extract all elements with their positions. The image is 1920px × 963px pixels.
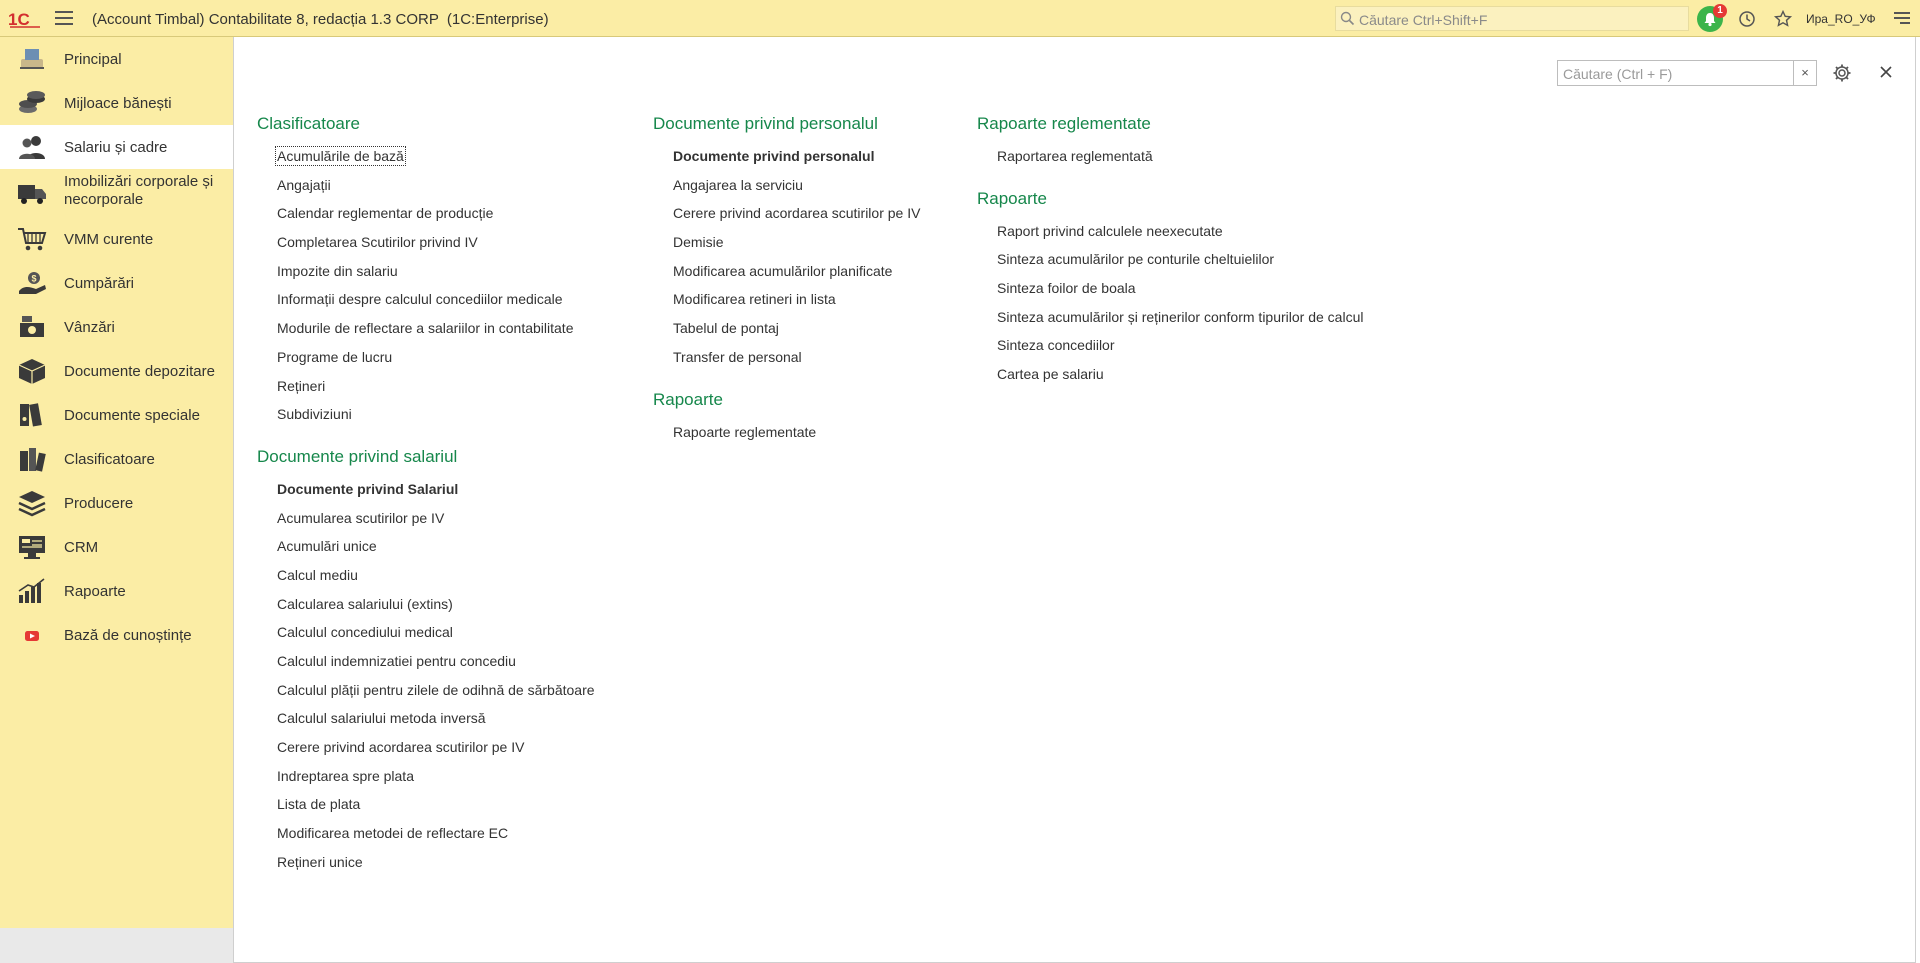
sidebar [0,37,233,928]
sidebar-item-label: Producere [64,495,134,512]
link-item[interactable]: Completarea Scutirilor privind IV [277,234,478,251]
home-icon [16,45,48,73]
link-item[interactable]: Transfer de personal [673,348,802,365]
sidebar-item-label: Mijloace bănești [64,95,172,112]
link-item[interactable]: Angajații [277,176,331,193]
svg-text:1C: 1C [8,10,30,29]
section-title: Rapoarte reglementate [977,114,1151,133]
link-item-bold[interactable]: Documente privind Salariul [277,480,459,497]
sidebar-footer [0,928,233,963]
section-title: Rapoarte [653,389,723,409]
sidebar-item-depozitare[interactable] [0,349,233,393]
link-item[interactable]: Cerere privind acordarea scutirilor pe IV [673,205,921,222]
link-item[interactable]: Informații despre calculul concediilor medicale [277,291,563,308]
link-item[interactable]: Calculul plății pentru zilele de odihnă de sărbătoare [277,681,595,698]
sidebar-item-label: Documente depozitare [64,363,215,380]
svg-text:$: $ [31,273,37,284]
link-item[interactable]: Modificarea metodei de reflectare EC [277,825,509,842]
coins-icon [16,89,48,117]
link-item-bold[interactable]: Documente privind personalul [673,148,875,164]
sidebar-item-cumparari[interactable] [0,261,233,305]
link-item[interactable]: Calcularea salariului (extins) [277,595,453,612]
notifications-button[interactable] [1697,6,1723,32]
section-title: Documente privind salariul [257,446,458,466]
link-item[interactable]: Modurile de reflectare a salariilor in contabilitate [277,320,574,337]
barchart-icon [16,577,48,605]
sidebar-item-crm[interactable] [0,525,233,569]
sidebar-item-mijloace[interactable] [0,81,233,125]
favorites-star-icon[interactable] [1773,9,1793,29]
sidebar-item-label: Principal [64,51,122,68]
sidebar-item-label: VMM curente [64,231,154,248]
binders-icon [16,401,48,429]
panel-search-input[interactable] [1561,64,1785,84]
1c-logo[interactable] [8,9,42,29]
top-bar [0,0,1920,37]
sidebar-item-vanzari[interactable] [0,305,233,349]
link-item[interactable]: Modificarea retineri in lista [673,291,836,308]
sidebar-item-label: Vânzări [64,319,115,336]
youtube-icon [16,621,48,649]
column-3 [977,113,1363,394]
sidebar-item-imobilizari[interactable] [0,169,233,217]
sidebar-item-salariu[interactable] [0,125,233,169]
link-item[interactable]: Acumulări unice [277,538,377,555]
link-item[interactable]: Demisie [673,234,724,251]
link-item[interactable]: Indreptarea spre plata [277,767,414,784]
notification-badge: 1 [1713,4,1727,18]
link-item[interactable]: Modificarea acumulărilor planificate [673,262,893,279]
section-title: Clasificatoare [257,114,360,133]
history-icon[interactable] [1737,9,1757,29]
truck-icon [16,179,48,207]
link-item[interactable]: Subdiviziuni [277,406,352,423]
close-icon[interactable] [1878,64,1894,80]
sidebar-item-label: Rapoarte [64,583,126,600]
main-menu-icon[interactable] [55,11,73,25]
link-item[interactable]: Calendar reglementar de producție [277,205,494,222]
settings-menu-icon[interactable] [1894,12,1910,26]
link-item[interactable]: Rețineri [277,377,326,394]
global-search[interactable] [1335,6,1689,31]
sidebar-item-producere[interactable] [0,481,233,525]
current-user[interactable]: Ира_RO_УФ [1806,12,1876,26]
sidebar-item-principal[interactable] [0,37,233,81]
section-title: Rapoarte [977,188,1047,208]
link-item[interactable]: Raportarea reglementată [997,148,1153,164]
people-icon [16,133,48,161]
purchase-icon [16,269,48,297]
sidebar-item-rapoarte[interactable] [0,569,233,613]
sidebar-item-speciale[interactable] [0,393,233,437]
link-item[interactable]: Acumularea scutirilor pe IV [277,509,445,526]
sidebar-item-label: Cumpărări [64,275,135,292]
link-item[interactable]: Angajarea la serviciu [673,176,803,193]
sidebar-item-label: Clasificatoare [64,451,155,468]
link-item[interactable]: Calcul mediu [277,566,358,583]
sidebar-item-label: Imobilizări corporale și necorporale [64,173,214,208]
section-title: Documente privind personalul [653,114,878,133]
link-item[interactable]: Sinteza acumulărilor și reținerilor conform tipurilor de calcul [997,308,1364,325]
sidebar-item-label: Documente speciale [64,407,200,424]
link-item[interactable]: Lista de plata [277,796,361,813]
function-panel [233,37,1916,963]
link-item[interactable]: Acumulările de bază [277,148,404,164]
sales-icon [16,313,48,341]
global-search-input[interactable] [1357,9,1681,30]
sidebar-item-label: Salariu și cadre [64,139,168,156]
box-icon [16,357,48,385]
sidebar-item-label: Bază de cunoștințe [64,627,192,644]
sidebar-item-clasificatoare[interactable] [0,437,233,481]
link-item[interactable]: Raport privind calculele neexecutate [997,222,1223,239]
link-item[interactable]: Programe de lucru [277,348,393,365]
link-item[interactable]: Sinteza foilor de boala [997,280,1136,297]
cart-icon [16,225,48,253]
books-icon [16,445,48,473]
link-item[interactable]: Cartea pe salariu [997,366,1104,383]
link-item[interactable]: Cerere privind acordarea scutirilor pe IV [277,739,525,756]
column-2 [653,113,920,451]
gear-icon[interactable] [1832,63,1852,83]
link-item[interactable]: Rețineri unice [277,853,363,870]
link-item[interactable]: Calculul salariului metoda inversă [277,710,486,727]
search-icon [1340,11,1355,26]
sidebar-item-label: CRM [64,539,99,556]
clear-search-button[interactable]: × [1793,61,1816,85]
link-item[interactable]: Rapoarte reglementate [673,423,817,440]
sidebar-item-vmm[interactable] [0,217,233,261]
link-item[interactable]: Sinteza acumulărilor pe conturile cheltuielilor [997,251,1275,268]
link-item[interactable]: Calculul indemnizatiei pentru concediu [277,653,516,669]
monitor-icon [16,533,48,561]
panel-search[interactable] [1557,60,1817,86]
column-1 [257,113,595,882]
link-item[interactable]: Tabelul de pontaj [673,320,779,337]
sidebar-item-baza-cunostinte[interactable] [0,613,233,657]
link-item[interactable]: Calculul concediului medical [277,624,453,641]
layers-icon [16,489,48,517]
app-title: (Account Timbal) Contabilitate 8, redacția 1.3 CORP (1C:Enterprise) [92,11,549,28]
link-item[interactable]: Sinteza concediilor [997,337,1115,354]
link-item[interactable]: Impozite din salariu [277,262,398,279]
